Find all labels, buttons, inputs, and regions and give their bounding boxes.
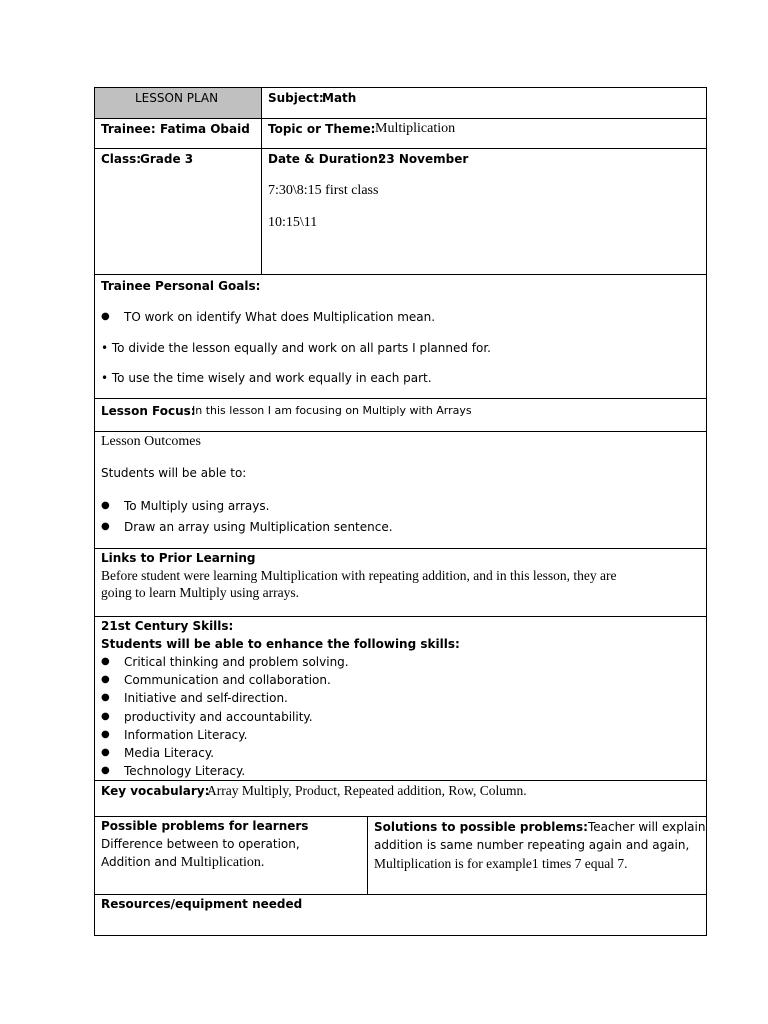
skill-item: Information Literacy. bbox=[124, 728, 248, 742]
problems-line2-b: Multiplication. bbox=[180, 855, 265, 870]
focus-value: In this lesson I am focusing on Multiply with Arrays bbox=[192, 404, 472, 417]
solutions-label: Solutions to possible problems: bbox=[374, 820, 588, 834]
date-label: Date & Duration: bbox=[268, 152, 383, 166]
row-resources bbox=[95, 895, 706, 935]
bullet-icon: ● bbox=[101, 765, 110, 776]
solutions-cell bbox=[368, 817, 706, 894]
lesson-plan-table bbox=[94, 87, 707, 936]
problems-line1: Difference between to operation, bbox=[101, 837, 300, 851]
row-trainee bbox=[95, 119, 706, 149]
outcome-item: Draw an array using Multiplication sentence. bbox=[124, 520, 393, 534]
solutions-line3: Multiplication is for example1 times 7 equal 7. bbox=[374, 856, 628, 871]
outcome-item: To Multiply using arrays. bbox=[124, 499, 270, 513]
trainee-label: Trainee: bbox=[101, 122, 156, 136]
topic-cell bbox=[262, 119, 706, 148]
problems-title: Possible problems for learners bbox=[101, 819, 309, 833]
topic-value: Multiplication bbox=[375, 121, 456, 136]
problems-line2-a: Addition and bbox=[101, 855, 181, 869]
date-cell bbox=[262, 149, 706, 274]
date-value: 23 November bbox=[378, 152, 469, 166]
problems-line2 bbox=[101, 853, 264, 871]
skill-item: Communication and collaboration. bbox=[124, 673, 331, 687]
class-value: Grade 3 bbox=[140, 152, 194, 166]
bullet-icon: ● bbox=[101, 656, 110, 667]
bullet-icon: ● bbox=[101, 521, 110, 532]
bullet-icon: ● bbox=[101, 692, 110, 703]
time-first-class: 7:30\8:15 first class bbox=[268, 183, 379, 198]
bullet-icon: ● bbox=[101, 674, 110, 685]
trainee-cell bbox=[95, 119, 262, 148]
goal-item: • To use the time wisely and work equally in each part. bbox=[101, 371, 432, 385]
trainee-value: Fatima Obaid bbox=[160, 122, 250, 136]
skill-item: Technology Literacy. bbox=[124, 764, 246, 778]
outcomes-intro: Students will be able to: bbox=[101, 466, 247, 480]
vocab-value: Array Multiply, Product, Repeated addition, Row, Column. bbox=[207, 783, 527, 798]
row-outcomes bbox=[95, 432, 706, 549]
topic-label: Topic or Theme: bbox=[268, 122, 376, 136]
row-prior-learning bbox=[95, 549, 706, 617]
subject-value: Math bbox=[322, 91, 357, 105]
lesson-plan-title: LESSON PLAN bbox=[135, 91, 219, 105]
row-focus bbox=[95, 399, 706, 432]
bullet-icon: ● bbox=[101, 311, 110, 322]
focus-label: Lesson Focus: bbox=[101, 404, 196, 418]
lesson-plan-cell bbox=[95, 88, 262, 118]
class-label: Class: bbox=[101, 152, 142, 166]
bullet-icon: ● bbox=[101, 500, 110, 511]
outcomes-title: Lesson Outcomes bbox=[101, 434, 201, 449]
skill-item: productivity and accountability. bbox=[124, 710, 313, 724]
skills-title: 21st Century Skills: bbox=[101, 619, 234, 633]
prior-line1: Before student were learning Multiplication with repeating addition, and in this lesson, they are bbox=[101, 568, 617, 583]
skill-item: Media Literacy. bbox=[124, 746, 215, 760]
prior-line2: going to learn Multiply using arrays. bbox=[101, 585, 299, 600]
solutions-line2: addition is same number repeating again and again, bbox=[374, 838, 690, 852]
goal-item: • To divide the lesson equally and work on all parts I planned for. bbox=[101, 341, 491, 355]
subject-cell bbox=[262, 88, 706, 118]
row-problems bbox=[95, 817, 706, 895]
skill-item: Initiative and self-direction. bbox=[124, 691, 288, 705]
resources-title: Resources/equipment needed bbox=[101, 897, 303, 911]
solutions-line1-rest: Teacher will explain bbox=[587, 820, 706, 834]
row-skills bbox=[95, 617, 706, 781]
subject-label: Subject: bbox=[268, 91, 324, 105]
bullet-icon: ● bbox=[101, 747, 110, 758]
goals-title: Trainee Personal Goals: bbox=[101, 279, 261, 293]
solutions-line1 bbox=[374, 818, 705, 835]
skills-intro: Students will be able to enhance the following skills: bbox=[101, 637, 460, 651]
row-vocabulary bbox=[95, 781, 706, 817]
row-class bbox=[95, 149, 706, 275]
class-cell bbox=[95, 149, 262, 274]
row-goals bbox=[95, 275, 706, 399]
prior-title: Links to Prior Learning bbox=[101, 551, 256, 565]
time-second: 10:15\11 bbox=[268, 215, 318, 230]
bullet-icon: ● bbox=[101, 729, 110, 740]
goal-item: TO work on identify What does Multiplication mean. bbox=[124, 310, 436, 324]
skill-item: Critical thinking and problem solving. bbox=[124, 655, 349, 669]
problems-cell bbox=[95, 817, 368, 894]
vocab-label: Key vocabulary: bbox=[101, 784, 210, 798]
row-header bbox=[95, 88, 706, 119]
bullet-icon: ● bbox=[101, 711, 110, 722]
